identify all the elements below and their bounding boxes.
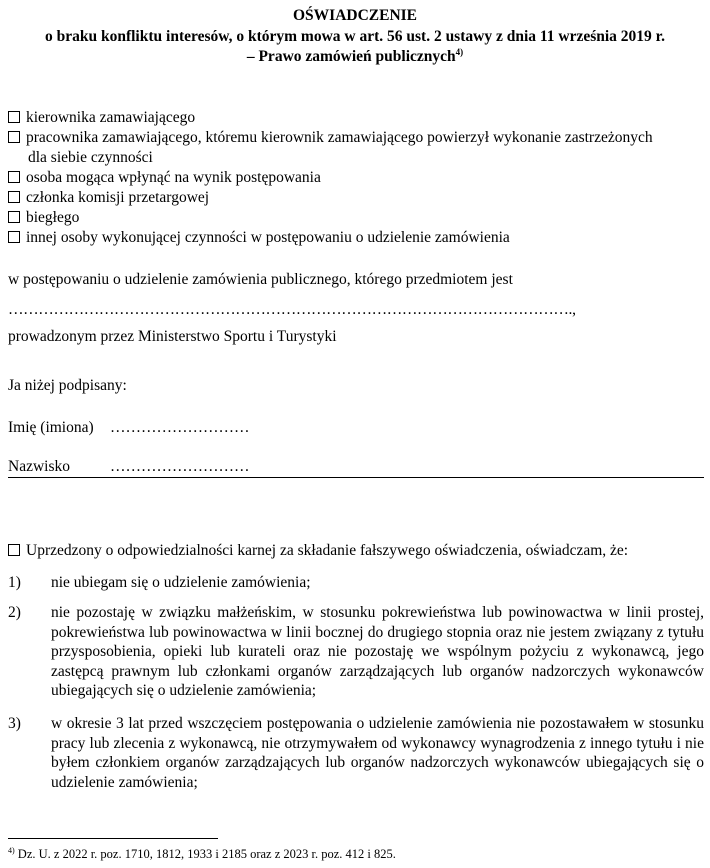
item-number: 2) [8,604,21,621]
role-label: biegłego [26,209,80,226]
document-title: OŚWIADCZENIE [292,7,418,24]
procurement-subject-field[interactable]: …………………………………………………………………………………………………., [8,301,576,318]
footnote-text: Dz. U. z 2022 r. poz. 1710, 1812, 1933 i 2185 oraz z 2023 r. poz. 412 i 825. [14,847,396,861]
footnote-marker: 4) [8,845,15,855]
checkbox-icon[interactable] [8,131,20,143]
first-name-field[interactable]: ……………………… [110,419,250,436]
role-option-head-of-contracting[interactable] [8,108,195,128]
procurement-conducted-by: prowadzonym przez Ministerstwo Sportu i Turystyki [8,328,337,345]
role-label: pracownika zamawiającego, któremu kierownik zamawiającego powierzył wykonanie zastrzeżonych [26,129,653,146]
declaration-intro: Uprzedzony o odpowiedzialności karnej za składanie fałszywego oświadczenia, oświadczam, że: [26,542,629,559]
checkbox-icon[interactable] [8,231,20,243]
last-name-label: Nazwisko [8,458,70,475]
checkbox-icon[interactable] [8,171,20,183]
footnote-ref: 4) [455,46,464,57]
declaration-item [8,603,704,701]
declaration-item [8,714,704,792]
act-name [0,47,710,67]
procurement-intro: w postępowaniu o udzielenie zamówienia publicznego, którego przedmiotem jest [8,271,513,288]
role-option-influencer[interactable] [8,168,321,188]
role-option-employee[interactable] [8,128,653,148]
signer-heading: Ja niżej podpisany: [8,377,127,394]
role-label: osoba mogąca wpłynąć na wynik postępowania [26,169,321,186]
checkbox-icon[interactable] [8,111,20,123]
declaration-option[interactable] [8,541,628,561]
role-option-other-person[interactable] [8,228,510,248]
section-divider [8,477,704,478]
footnote-divider [8,838,218,839]
declaration-item [8,573,704,593]
item-number: 3) [8,715,21,732]
item-text: nie pozostaję w związku małżeńskim, w stosunku pokrewieństwa lub powinowactwa w linii prostej, pokrewieństwa lub powinowactwa w linii bocznej do drugiego stopnia oraz nie jestem związany z tytułu przysposobienia, opieki lub kurateli oraz nie pozostaję we wspólnym pożyciu z wykonawcą, jego zastępcą prawnym lub członkami organów zarządzających lub organów nadzorczych wykonawców ubiegających się o udzielenie zamówienia; [51,604,704,699]
checkbox-icon[interactable] [8,191,20,203]
role-label-continuation: dla siebie czynności [28,149,153,166]
item-text: w okresie 3 lat przed wszczęciem postępowania o udzielenie zamówienia nie pozostawałem w stosunku pracy lub zlecenia z wykonawcą, nie otrzymywałem od wykonawcy wynagrodzenia z innego tytułu i nie byłem członkiem organów zarządzających lub organów nadzorczych wykonawców ubiegających się o udzielenie zamówienia; [51,715,704,791]
act-name-text: – Prawo zamówień publicznych [246,48,456,65]
checkbox-icon[interactable] [8,544,20,556]
last-name-field[interactable]: ……………………… [110,458,250,475]
role-label: innej osoby wykonującej czynności w postępowaniu o udzielenie zamówienia [26,229,510,246]
document-subtitle: o braku konfliktu interesów, o którym mowa w art. 56 ust. 2 ustawy z dnia 11 września 2019 r. [44,28,666,45]
role-option-commission-member[interactable] [8,188,209,208]
first-name-label: Imię (imiona) [8,419,94,436]
footnote [8,846,396,862]
item-text: nie ubiegam się o udzielenie zamówienia; [51,574,311,591]
role-label: członka komisji przetargowej [26,189,210,206]
checkbox-icon[interactable] [8,211,20,223]
role-label: kierownika zamawiającego [26,109,196,126]
role-option-expert[interactable] [8,208,79,228]
item-number: 1) [8,574,21,591]
